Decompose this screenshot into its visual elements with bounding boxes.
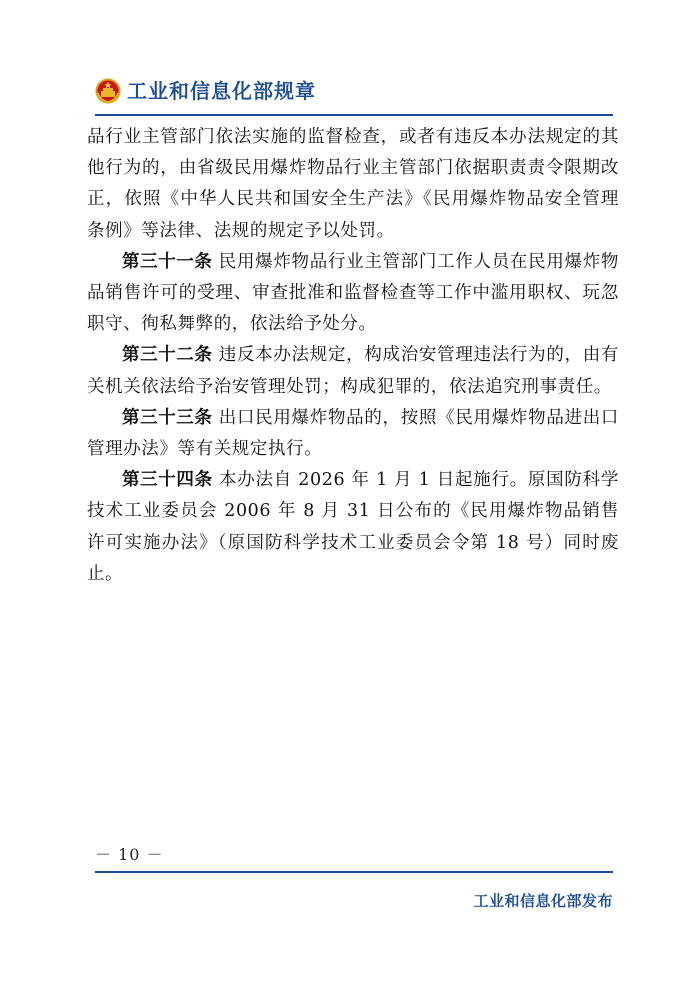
article-31 [87,247,619,341]
article-text: 本办法自 2026 年 1 月 1 日起施行。原国防科学技术工业委员会 2006 年 8 月 31 日公布的《民用爆炸物品销售许可实施办法》（原国防科学技术工业委员会令第 18 号）同时废止。 [87,470,620,584]
article-33 [87,403,619,465]
article-number: 第三十二条 [122,345,213,366]
article-number: 第三十三条 [122,407,213,428]
paragraph-continuation [87,122,619,247]
article-text: 民用爆炸物品行业主管部门工作人员在民用爆炸物品销售许可的受理、审查批准和监督检查等工作中滥用职权、玩忽职守、徇私舞弊的，依法给予处分。 [87,251,620,335]
article-34 [87,465,619,590]
header-title: 工业和信息化部规章 [127,79,316,103]
footer-publisher: 工业和信息化部发布 [473,892,613,910]
document-body [87,122,619,590]
header-divider [95,114,613,116]
page-number: － 10 － [95,845,164,864]
article-text: 违反本办法规定，构成治安管理违法行为的，由有关机关依法给予治安管理处罚；构成犯罪的，依法追究刑事责任。 [87,345,620,397]
article-number: 第三十一条 [122,251,213,272]
article-text: 出口民用爆炸物品的，按照《民用爆炸物品进出口管理办法》等有关规定执行。 [87,407,620,460]
footer-divider [95,871,613,873]
national-emblem-icon [95,78,121,104]
article-number: 第三十四条 [122,470,213,491]
paragraph-text: 品行业主管部门依法实施的监督检查，或者有违反本办法规定的其他行为的，由省级民用爆炸物品行业主管部门依据职责责令限期改正，依照《中华人民共和国安全生产法》《民用爆炸物品安全管理条例》等法律、法规的规定予以处罚。 [87,127,619,241]
page-header [95,72,613,116]
article-32 [87,340,619,402]
